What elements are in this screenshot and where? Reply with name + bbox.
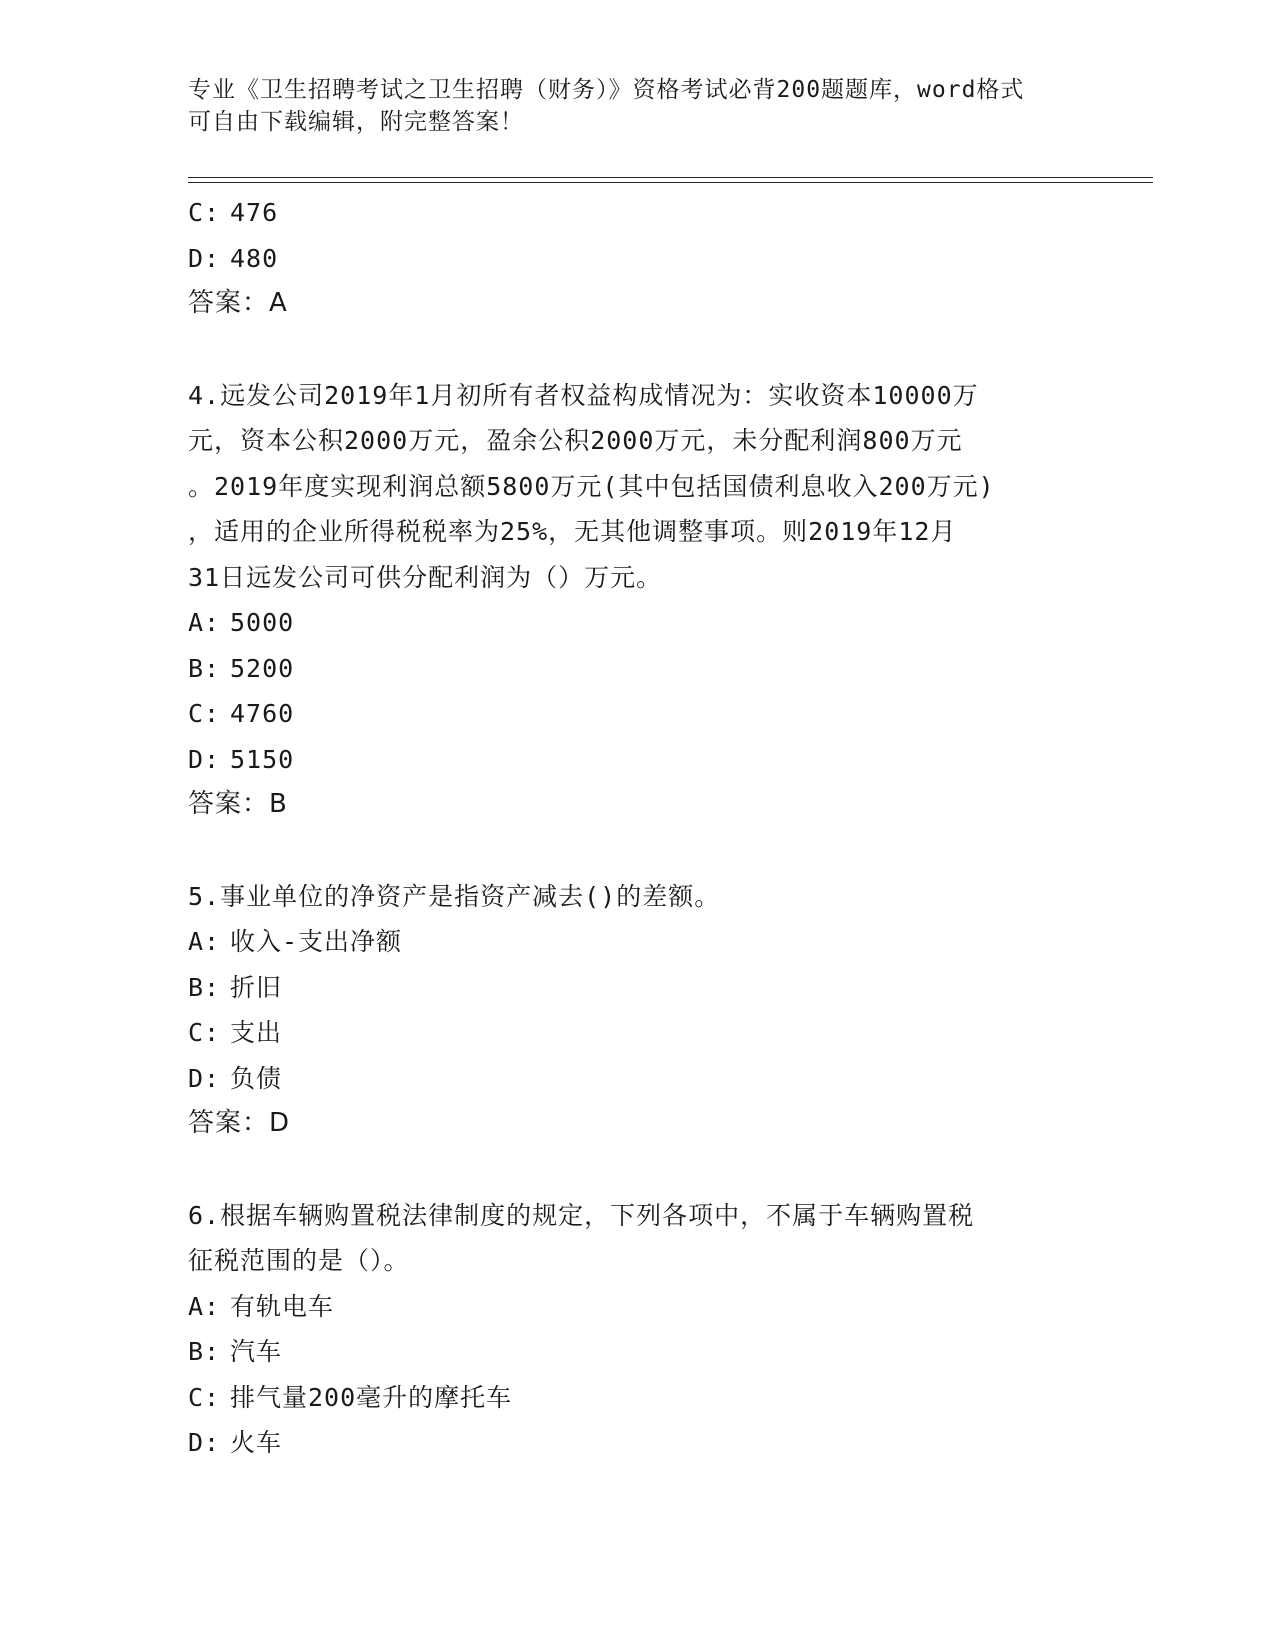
option-d: [188, 236, 1088, 282]
option-text: 收入-支出净额: [230, 927, 403, 956]
question-stem-line: 征税范围的是（）。: [188, 1246, 410, 1275]
header-divider-bottom: [188, 182, 1153, 183]
option-label: D:: [188, 1063, 221, 1093]
option-text: 负债: [230, 1063, 283, 1093]
option-label: C:: [188, 1382, 221, 1412]
option-label: D:: [188, 243, 221, 273]
question-stem-line: 31日远发公司可供分配利润为（）万元。: [188, 562, 663, 592]
option-label: A:: [188, 927, 221, 956]
question-stem-line: 4.远发公司2019年1月初所有者权益构成情况为：实收资本10000万: [188, 380, 979, 410]
option-label: B:: [188, 1337, 221, 1366]
option-label: C:: [188, 699, 221, 728]
answer-line: 答案：B: [188, 789, 288, 819]
option-text: 4760: [230, 699, 295, 728]
option-text: 汽车: [230, 1337, 283, 1366]
question-stem-line: 5.事业单位的净资产是指资产减去()的差额。: [188, 881, 721, 911]
question-5: [188, 874, 1088, 1147]
option-b: [188, 646, 1088, 692]
question-4: [188, 373, 1088, 828]
option-label: D:: [188, 1428, 221, 1457]
spacer: [188, 828, 1088, 874]
spacer: [188, 1147, 1088, 1193]
question-3-tail: [188, 190, 1088, 327]
question-content: [188, 190, 1088, 1466]
option-b: [188, 1329, 1088, 1375]
question-6: [188, 1193, 1088, 1466]
page-header: [188, 74, 1088, 138]
option-text: 支出: [230, 1018, 283, 1047]
header-title-line-1: 专业《卫生招聘考试之卫生招聘（财务）》资格考试必背200题题库，word格式: [188, 77, 1025, 103]
option-d: [188, 737, 1088, 783]
option-text: 476: [230, 198, 279, 227]
header-divider-top: [188, 177, 1153, 178]
option-c: [188, 190, 1088, 236]
option-a: [188, 600, 1088, 646]
option-b: [188, 965, 1088, 1011]
option-c: [188, 1375, 1088, 1421]
option-label: D:: [188, 744, 221, 774]
answer-line: 答案：D: [188, 1108, 291, 1138]
option-text: 火车: [230, 1428, 283, 1457]
option-c: [188, 1010, 1088, 1056]
header-title-line-2: 可自由下载编辑，附完整答案！: [188, 109, 524, 135]
option-text: 5150: [230, 744, 295, 774]
option-label: B:: [188, 972, 221, 1002]
option-text: 5200: [230, 653, 295, 683]
option-text: 有轨电车: [230, 1291, 335, 1321]
question-stem-line: 。2019年度实现利润总额5800万元(其中包括国债利息收入200万元): [188, 471, 995, 501]
option-text: 折旧: [230, 972, 283, 1002]
option-a: [188, 919, 1088, 965]
option-label: C:: [188, 1018, 221, 1047]
question-stem-line: 6.根据车辆购置税法律制度的规定，下列各项中，不属于车辆购置税: [188, 1200, 975, 1230]
spacer: [188, 327, 1088, 373]
option-label: A:: [188, 608, 221, 637]
option-text: 5000: [230, 608, 295, 637]
question-stem-line: 元，资本公积2000万元，盈余公积2000万元，未分配利润800万元: [188, 426, 963, 455]
option-label: A:: [188, 1291, 221, 1321]
option-d: [188, 1420, 1088, 1466]
option-a: [188, 1284, 1088, 1330]
option-label: B:: [188, 653, 221, 683]
option-text: 480: [230, 243, 279, 273]
option-text: 排气量200毫升的摩托车: [230, 1382, 513, 1412]
option-label: C:: [188, 198, 221, 227]
question-stem-line: ，适用的企业所得税税率为25%，无其他调整事项。则2019年12月: [188, 517, 957, 546]
option-d: [188, 1056, 1088, 1102]
answer-line: 答案：A: [188, 288, 288, 318]
option-c: [188, 691, 1088, 737]
